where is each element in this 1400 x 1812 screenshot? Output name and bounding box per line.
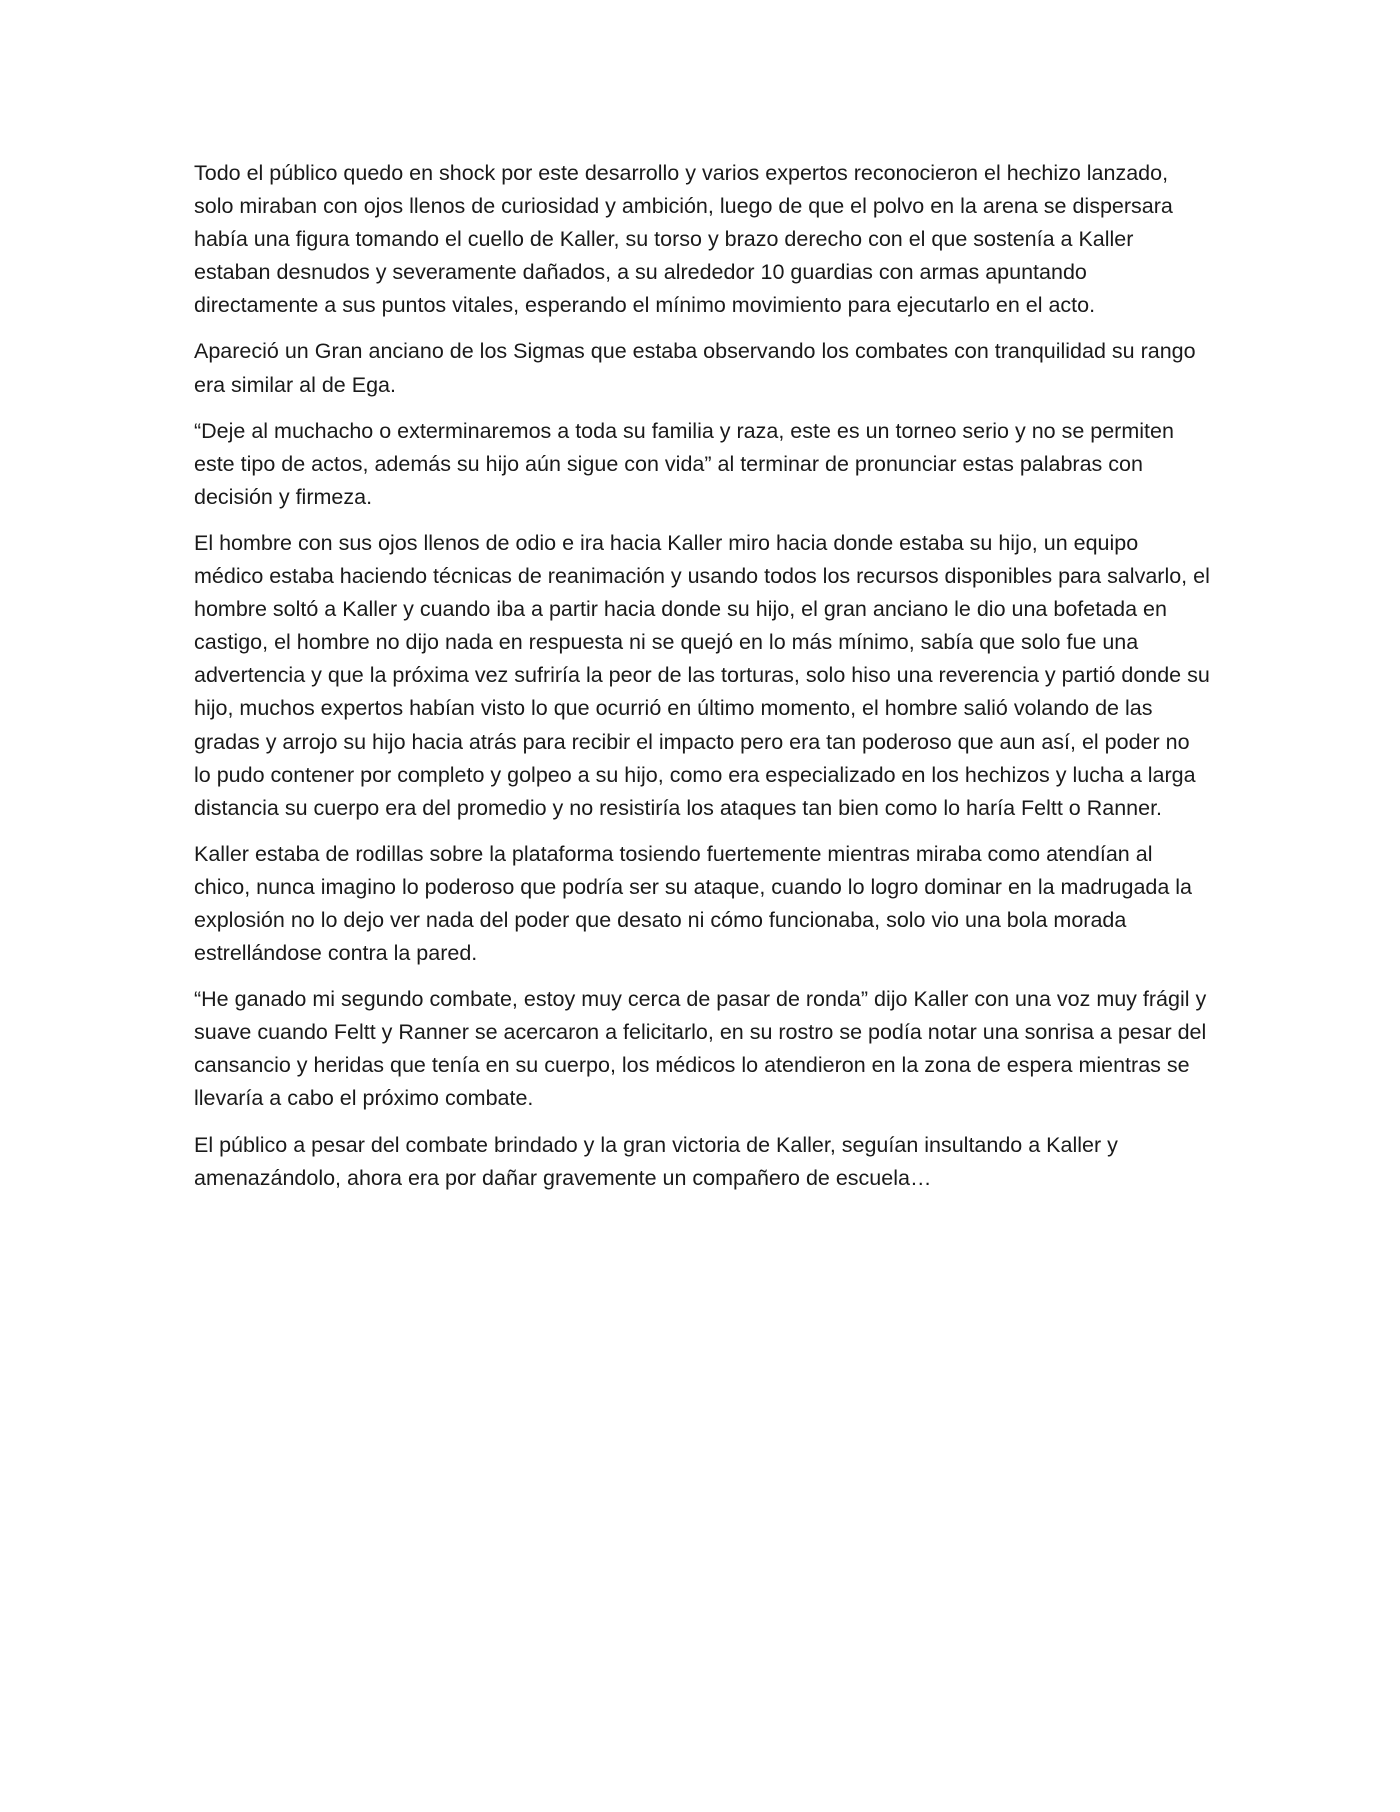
- paragraph-4: El hombre con sus ojos llenos de odio e ira hacia Kaller miro hacia donde estaba su hijo, un equipo médico estaba haciendo técnicas de reanimación y usando todos los recursos disponibles para salvarlo, el hombre soltó a Kaller y cuando iba a partir hacia donde su hijo, el gran anciano le dio una bofetada en castigo, el hombre no dijo nada en respuesta ni se quejó en lo más mínimo, sabía que solo fue una advertencia y que la próxima vez sufriría la peor de las torturas, solo hiso una reverencia y partió donde su hijo, muchos expertos habían visto lo que ocurrió en último momento, el hombre salió volando de las gradas y arrojo su hijo hacia atrás para recibir el impacto pero era tan poderoso que aun así, el poder no lo pudo contener por completo y golpeo a su hijo, como era especializado en los hechizos y lucha a larga distancia su cuerpo era del promedio y no resistiría los ataques tan bien como lo haría Feltt o Ranner.: [194, 530, 1210, 820]
- paragraph-6: “He ganado mi segundo combate, estoy muy cerca de pasar de ronda” dijo Kaller con una voz muy frágil y suave cuando Feltt y Ranner se acercaron a felicitarlo, en su rostro se podía notar una sonrisa a pesar del cansancio y heridas que tenía en su cuerpo, los médicos lo atendieron en la zona de espera mientras se llevaría a cabo el próximo combate.: [194, 987, 1207, 1111]
- paragraph-7: El público a pesar del combate brindado y la gran victoria de Kaller, seguían insultando a Kaller y amenazándolo, ahora era por dañar gravemente un compañero de escuela…: [194, 1132, 1118, 1190]
- document-body: [194, 157, 1212, 1208]
- paragraph-5: Kaller estaba de rodillas sobre la plataforma tosiendo fuertemente mientras miraba como atendían al chico, nunca imagino lo poderoso que podría ser su ataque, cuando lo logro dominar en la madrugada la explosión no lo dejo ver nada del poder que desato ni cómo funcionaba, solo vio una bola morada estrellándose contra la pared.: [194, 841, 1193, 966]
- paragraph-1: Todo el público quedo en shock por este desarrollo y varios expertos reconocieron el hechizo lanzado, solo miraban con ojos llenos de curiosidad y ambición, luego de que el polvo en la arena se dispersara había una figura tomando el cuello de Kaller, su torso y brazo derecho con el que sostenía a Kaller estaban desnudos y severamente dañados, a su alrededor 10 guardias con armas apuntando directamente a sus puntos vitales, esperando el mínimo movimiento para ejecutarlo en el acto.: [194, 161, 1173, 318]
- paragraph-3: “Deje al muchacho o exterminaremos a toda su familia y raza, este es un torneo serio y no se permiten este tipo de actos, además su hijo aún sigue con vida” al terminar de pronunciar estas palabras con decisión y firmeza.: [194, 418, 1174, 509]
- paragraph-2: Apareció un Gran anciano de los Sigmas que estaba observando los combates con tranquilidad su rango era similar al de Ega.: [194, 339, 1196, 397]
